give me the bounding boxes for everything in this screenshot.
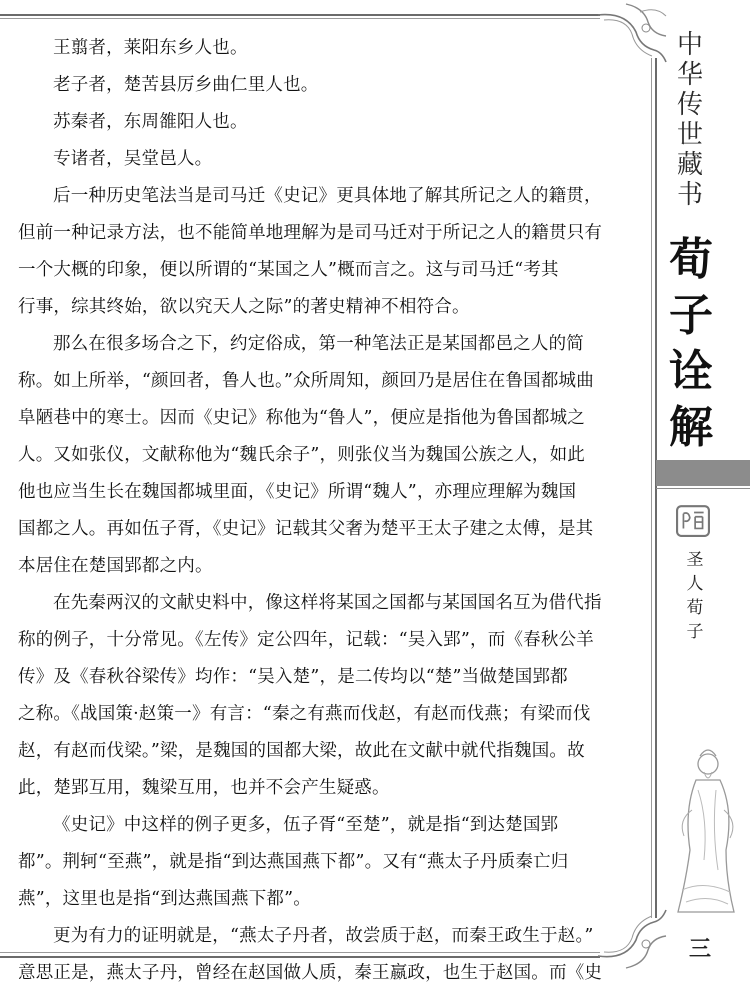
text-line: 都”。荆轲“至燕”，就是指“到达燕国燕下都”。又有“燕太子丹质秦亡归 [18,852,569,872]
series-title-char: 藏 [676,150,703,180]
text-line: 但前一种记录方法，也不能简单地理解为是司马迁对于所记之人的籍贯只有 [18,223,603,243]
book-title-char: 子 [669,290,713,341]
text-line: 那么在很多场合之下，约定俗成，第一种笔法正是某国都邑之人的简 [53,334,584,354]
sidebar-grey-band [656,460,750,486]
text-line: 老子者，楚苦县厉乡曲仁里人也。 [53,75,319,95]
book-title-char: 荀 [669,234,713,285]
seal-icon [676,505,710,537]
text-line: 意思正是，燕太子丹，曾经在赵国做人质，秦王嬴政，也生于赵国。而《史 [18,963,603,983]
book-title [660,232,722,456]
book-title-char: 诠 [669,346,713,397]
text-line: 他也应当生长在魏国都城里面，《史记》所谓“魏人”，亦理应理解为魏国 [18,482,577,502]
text-line: 一个大概的印象，便以所谓的“某国之人”概而言之。这与司马迁“考其 [18,260,559,280]
sidebar-band-rule [656,488,750,489]
body-text [18,30,640,992]
series-title-char: 世 [676,120,703,150]
text-line: 更为有力的证明就是，“燕太子丹者，故尝质于赵，而秦王政生于赵。” [53,926,594,946]
text-line: 本居住在楚国郢都之内。 [18,556,213,576]
chapter-label [684,548,706,644]
text-line: 此，楚郢互用，魏梁互用，也并不会产生疑惑。 [18,778,390,798]
text-line: 赵，有赵而伐梁。”梁，是魏国的国都大梁，故此在文献中就代指魏国。故 [18,741,585,761]
series-title-char: 书 [676,180,703,210]
text-line: 燕”，这里也是指“到达燕国燕下都”。 [18,889,311,909]
text-line: 后一种历史笔法当是司马迁《史记》更具体地了解其所记之人的籍贯， [53,186,602,206]
text-line: 传》及《春秋谷梁传》均作：“吴入楚”，是二传均以“楚”当做楚国郢都 [18,667,568,687]
chapter-char: 子 [686,622,704,642]
series-title-char: 中 [676,30,703,60]
chapter-char: 人 [686,574,704,594]
sage-figure-illustration [664,740,750,920]
text-line: 苏秦者，东周雒阳人也。 [53,112,248,132]
page-frame-top [0,14,600,16]
text-line: 人。又如张仪，文献称他为“魏氏余子”，则张仪当为魏国公族之人，如此 [18,445,585,465]
text-line: 国都之人。再如伍子胥，《史记》记载其父奢为楚平王太子建之太傅，是其 [18,519,594,539]
text-line: 王翦者，莱阳东乡人也。 [53,38,248,58]
text-line: 专诸者，吴堂邑人。 [53,149,213,169]
page-number: 三 [688,937,711,962]
text-line: 行事，综其终始，欲以究天人之际”的著史精神不相符合。 [18,297,470,317]
page-frame-right-inner [651,58,652,918]
series-title-char: 华 [676,60,703,90]
book-title-char: 解 [669,402,713,453]
chapter-char: 圣 [686,550,704,570]
text-line: 在先秦两汉的文献史料中，像这样将某国之国都与某国国名互为借代指 [53,593,602,613]
chapter-char: 荀 [686,598,704,618]
text-line: 阜陋巷中的寒士。因而《史记》称他为“鲁人”，便应是指他为鲁国都城之 [18,408,585,428]
series-title-char: 传 [676,90,703,120]
text-line: 称的例子，十分常见。《左传》定公四年，记载：“吴入郢”，而《春秋公羊 [18,630,594,650]
series-title [672,30,708,210]
text-line: 《史记》中这样的例子更多，伍子胥“至楚”，就是指“到达楚国郢 [53,815,559,835]
text-line: 称。如上所举，“颜回者，鲁人也。”众所周知，颜回乃是居住在鲁国都城曲 [18,371,594,391]
page-frame-top-inner [0,18,600,19]
text-line: 之称。《战国策·赵策一》有言：“秦之有燕而伐赵，有赵而伐燕；有梁而伐 [18,704,591,724]
